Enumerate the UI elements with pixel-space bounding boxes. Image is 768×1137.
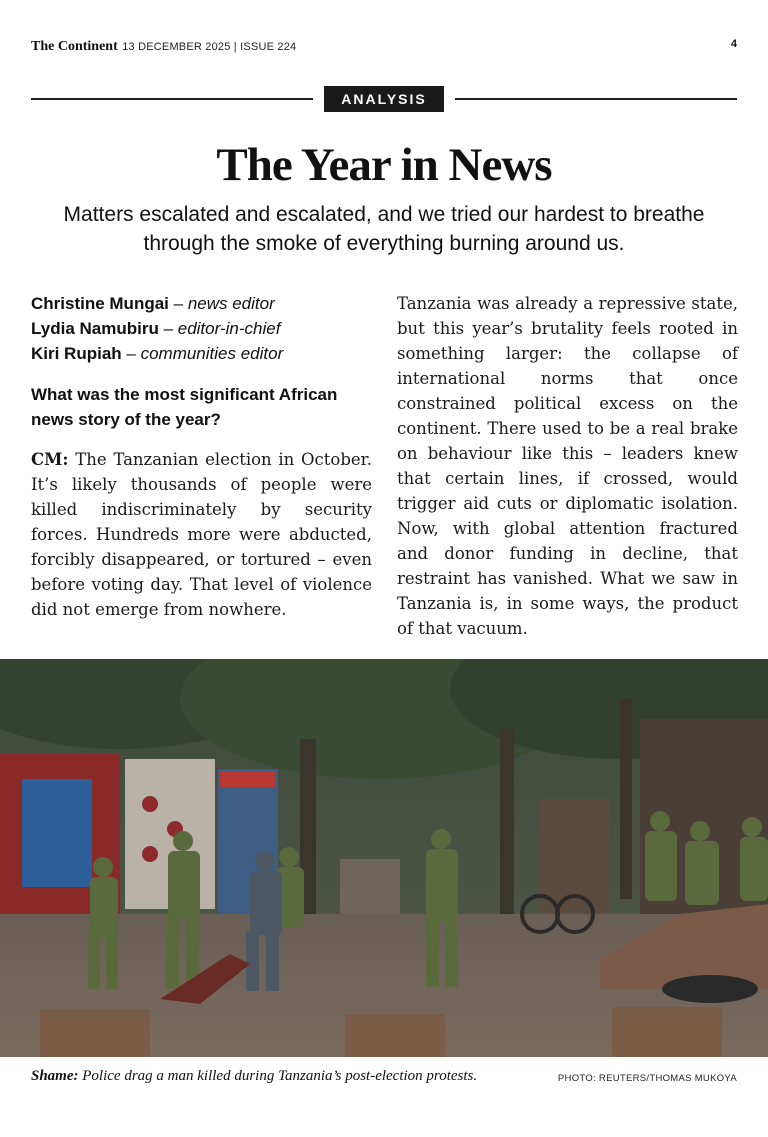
byline-separator: – xyxy=(168,294,188,313)
page-number: 4 xyxy=(730,38,737,50)
column-left xyxy=(31,291,372,622)
issue-date: 13 DECEMBER 2025 | ISSUE 224 xyxy=(122,41,297,53)
byline-item xyxy=(31,316,372,341)
article-headline: The Year in News xyxy=(216,139,552,191)
author-name: Christine Mungai xyxy=(31,294,169,313)
answer-text-right: Tanzania was already a repressive state, but this year’s brutality feels rooted in something larger: the collapse of international norms that once constrained political excess on the continent. There used to be a real brake on behaviour like this – leaders knew that certain lines, if crossed, would trigger aid cuts or diplomatic isolation. Now, with global attention fractured and donor funding in decline, that restraint has vanished. What we saw in Tanzania is, in some ways, the product of that vacuum. xyxy=(397,294,738,638)
caption-text: Police drag a man killed during Tanzania’s post-election protests. xyxy=(78,1068,478,1084)
byline-separator: – xyxy=(121,344,141,363)
caption-lead: Shame: xyxy=(31,1068,79,1084)
photo-caption xyxy=(31,1068,477,1085)
answer-speaker: CM: xyxy=(31,450,69,469)
column-right xyxy=(397,291,738,641)
section-label: ANALYSIS xyxy=(324,86,444,112)
section-divider-right xyxy=(455,98,737,100)
photo-credit: PHOTO: REUTERS/THOMAS MUKOYA xyxy=(557,1073,737,1084)
author-name: Kiri Rupiah xyxy=(31,344,122,363)
section-divider-left xyxy=(31,98,313,100)
interview-question: What was the most significant African news story of the year? xyxy=(31,385,338,429)
byline-separator: – xyxy=(158,319,178,338)
byline-item xyxy=(31,341,372,366)
publication-name: The Continent xyxy=(31,39,118,54)
byline-item xyxy=(31,291,372,316)
author-role: editor-in-chief xyxy=(177,319,281,338)
photo-illustration xyxy=(0,659,768,1057)
answer-text-left: The Tanzanian election in October. It’s likely thousands of people were killed indiscriminately by security forces. Hundreds more were abducted, forcibly disappeared, or tortured – even before voting day. That level of violence did not emerge from nowhere. xyxy=(31,450,372,619)
page-header xyxy=(31,37,737,53)
author-name: Lydia Namubiru xyxy=(31,319,159,338)
article-standfirst: Matters escalated and escalated, and we tried our hardest to breathe through the smoke of everything burning around us. xyxy=(63,203,705,255)
byline-list xyxy=(31,291,372,366)
answer-paragraph xyxy=(31,447,372,622)
author-role: news editor xyxy=(187,294,275,313)
author-role: communities editor xyxy=(140,344,284,363)
news-photo xyxy=(0,659,768,1057)
